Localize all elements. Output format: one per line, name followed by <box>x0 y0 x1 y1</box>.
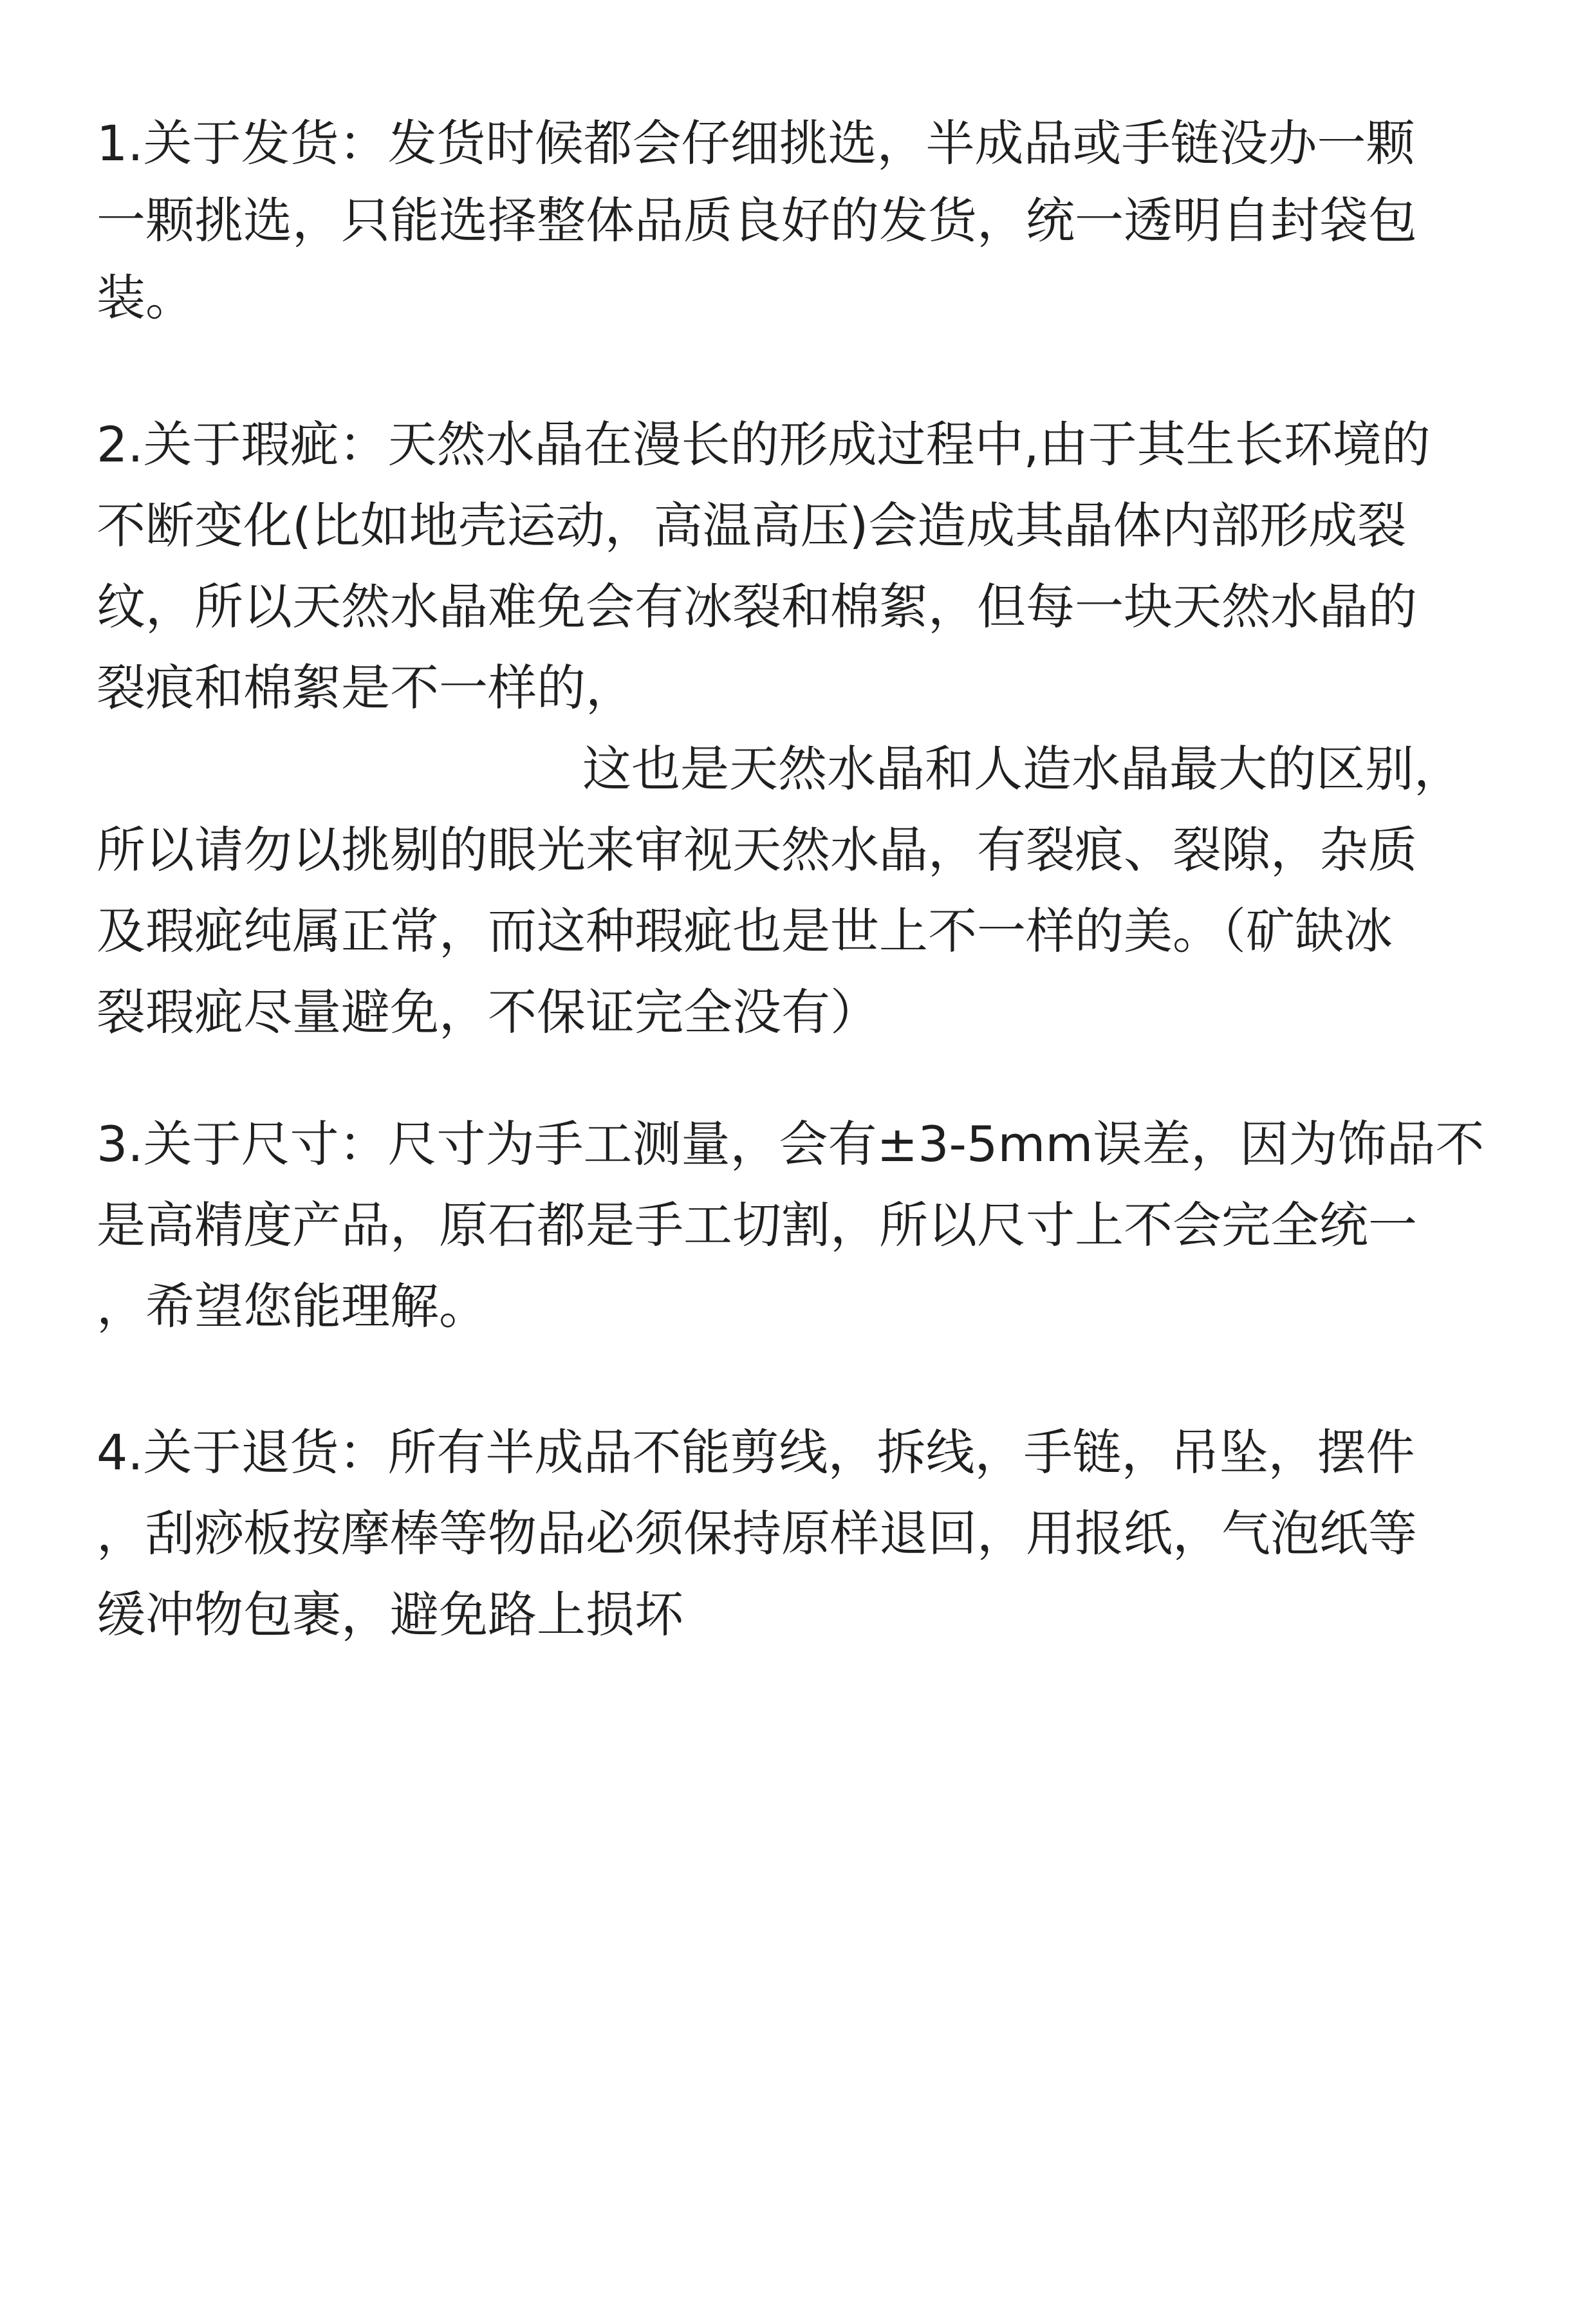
flaws-paragraph-line-4: 裂痕和棉絮是不一样的， <box>97 659 635 716</box>
size-paragraph-line-2: 是高精度产品，原石都是手工切割，所以尺寸上不会完全统一 <box>97 1196 1417 1254</box>
flaws-paragraph-line-1: 2.关于瑕疵：天然水晶在漫长的形成过程中,由于其生长环境的 <box>97 416 1431 473</box>
shipping-paragraph-line-3: 装。 <box>97 269 194 326</box>
flaws-paragraph-line-8: 裂瑕疵尽量避免，不保证完全没有） <box>97 983 879 1041</box>
shipping-paragraph-line-2: 一颗挑选，只能选择整体品质良好的发货，统一透明自封袋包 <box>97 192 1417 249</box>
returns-paragraph-line-2: ，刮痧板按摩棒等物品必须保持原样退回，用报纸，气泡纸等 <box>97 1505 1417 1562</box>
size-paragraph-line-1: 3.关于尺寸：尺寸为手工测量，会有±3-5mm误差，因为饰品不 <box>97 1115 1485 1173</box>
flaws-paragraph-line-2: 不断变化(比如地壳运动，高温高压)会造成其晶体内部形成裂 <box>97 497 1407 554</box>
flaws-paragraph-line-7: 及瑕疵纯属正常，而这种瑕疵也是世上不一样的美。（矿缺冰 <box>97 902 1393 960</box>
flaws-paragraph-line-3: 纹，所以天然水晶难免会有冰裂和棉絮，但每一块天然水晶的 <box>97 578 1417 635</box>
returns-paragraph-line-3: 缓冲物包裹，避免路上损坏 <box>97 1586 683 1643</box>
size-paragraph-line-3: ，希望您能理解。 <box>97 1278 488 1335</box>
shipping-paragraph-line-1: 1.关于发货：发货时候都会仔细挑选，半成品或手链没办一颗 <box>97 115 1415 172</box>
flaws-paragraph-line-5: 这也是天然水晶和人造水晶最大的区别， <box>582 740 1463 797</box>
flaws-paragraph-line-6: 所以请勿以挑剔的眼光来审视天然水晶，有裂痕、裂隙，杂质 <box>97 821 1417 879</box>
returns-paragraph-line-1: 4.关于退货：所有半成品不能剪线，拆线，手链，吊坠，摆件 <box>97 1424 1415 1481</box>
